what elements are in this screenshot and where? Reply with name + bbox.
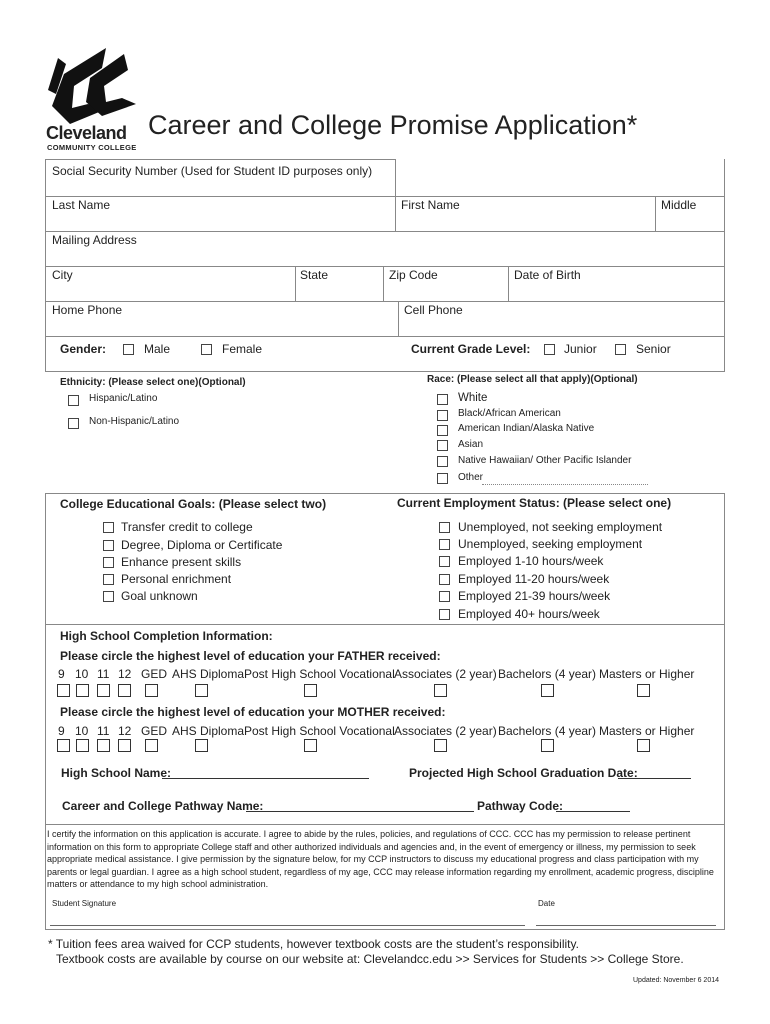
father-level-9[interactable]: 9 <box>58 667 65 681</box>
ethnicity-hispanic-checkbox[interactable] <box>68 395 79 406</box>
cell-phone-field[interactable]: Cell Phone <box>404 303 463 317</box>
goal-personal-checkbox[interactable] <box>103 574 114 585</box>
father-education-label: Please circle the highest level of education your FATHER received: <box>60 649 441 663</box>
mother-education-label: Please circle the highest level of education your MOTHER received: <box>60 705 446 719</box>
mother-cb-10[interactable] <box>76 739 89 752</box>
logo-mark-icon <box>44 44 144 134</box>
state-field[interactable]: State <box>300 268 329 282</box>
father-level-associates[interactable]: Associates (2 year) <box>394 667 497 681</box>
father-cb-ged[interactable] <box>145 684 158 697</box>
grade-junior-checkbox[interactable] <box>544 344 555 355</box>
ethnicity-hispanic-label: Hispanic/Latino <box>89 393 158 404</box>
emp-1-checkbox[interactable] <box>439 539 450 550</box>
ethnicity-nonhispanic-label: Non-Hispanic/Latino <box>89 416 180 427</box>
goals-label: College Educational Goals: (Please select two) <box>60 497 327 511</box>
gender-male-checkbox[interactable] <box>123 344 134 355</box>
mother-level-masters[interactable]: Masters or Higher <box>599 724 695 738</box>
father-level-vocational[interactable]: Post High School Vocational <box>244 667 395 681</box>
emp-3-label: Employed 11-20 hours/week <box>458 572 610 586</box>
hs-completion-label: High School Completion Information: <box>60 629 273 643</box>
dob-field[interactable]: Date of Birth <box>514 268 581 282</box>
gender-male-label: Male <box>144 342 171 356</box>
race-white-checkbox[interactable] <box>437 394 448 405</box>
certification-text: I certify the information on this application is accurate. I agree to abide by the rules, policies, and regulations of CCC. CCC has my permission to release pertinent information on this form to appropriate College staff and other authorized individuals and agencies and, in the event of emergency or illness, my permission to seek appropriate medical assistance. I give permission by the signature below, for my CCP instructors to discuss my educational progress and class participation with my parents or legal guardian. I agree as a high school student, regardless of my age, CCC may release information regarding my enrollment, academic progress, discipline matters or attendance to my high school administration. <box>47 829 714 890</box>
father-level-10[interactable]: 10 <box>75 667 89 681</box>
student-signature-label: Student Signature <box>52 899 117 908</box>
home-phone-field[interactable]: Home Phone <box>52 303 123 317</box>
father-level-12[interactable]: 12 <box>118 667 132 681</box>
race-asian-checkbox[interactable] <box>437 440 448 451</box>
mother-cb-vocational[interactable] <box>304 739 317 752</box>
mailing-address-field[interactable]: Mailing Address <box>52 233 137 247</box>
race-black-checkbox[interactable] <box>437 410 448 421</box>
race-other-line[interactable] <box>482 484 648 485</box>
mother-cb-associates[interactable] <box>434 739 447 752</box>
ssn-field[interactable]: Social Security Number (Used for Student ID purposes only) <box>52 164 373 178</box>
emp-0-checkbox[interactable] <box>439 522 450 533</box>
pathway-code-input[interactable] <box>556 811 630 812</box>
goal-enhance-label: Enhance present skills <box>121 555 242 569</box>
grad-date-input[interactable] <box>618 778 691 779</box>
city-field[interactable]: City <box>52 268 73 282</box>
goal-transfer-label: Transfer credit to college <box>121 520 253 534</box>
emp-2-label: Employed 1-10 hours/week <box>458 554 604 568</box>
emp-4-checkbox[interactable] <box>439 591 450 602</box>
grade-senior-checkbox[interactable] <box>615 344 626 355</box>
emp-0-label: Unemployed, not seeking employment <box>458 520 663 534</box>
ethnicity-nonhispanic-checkbox[interactable] <box>68 418 79 429</box>
mother-level-associates[interactable]: Associates (2 year) <box>394 724 497 738</box>
first-name-field[interactable]: First Name <box>401 198 460 212</box>
race-white-label: White <box>458 392 488 404</box>
goal-transfer-checkbox[interactable] <box>103 522 114 533</box>
logo-subtitle: COMMUNITY COLLEGE <box>47 143 137 152</box>
gender-female-label: Female <box>222 342 263 356</box>
hs-name-input[interactable] <box>162 778 369 779</box>
mother-level-9[interactable]: 9 <box>58 724 65 738</box>
goal-enhance-checkbox[interactable] <box>103 557 114 568</box>
logo-name: Cleveland <box>46 123 127 143</box>
pathway-name-input[interactable] <box>246 811 474 812</box>
page-title: Career and College Promise Application* <box>148 110 638 140</box>
mother-cb-masters[interactable] <box>637 739 650 752</box>
mother-level-vocational[interactable]: Post High School Vocational <box>244 724 395 738</box>
goal-unknown-label: Goal unknown <box>121 589 198 603</box>
race-other-checkbox[interactable] <box>437 473 448 484</box>
mother-cb-ahs[interactable] <box>195 739 208 752</box>
father-level-bachelors[interactable]: Bachelors (4 year) <box>498 667 597 681</box>
mother-level-ged[interactable]: GED <box>141 724 168 738</box>
race-hawaiian-label: Native Hawaiian/ Other Pacific Islander <box>458 455 632 466</box>
father-level-masters[interactable]: Masters or Higher <box>599 667 695 681</box>
grade-senior-label: Senior <box>636 342 671 356</box>
mother-level-10[interactable]: 10 <box>75 724 89 738</box>
gender-label: Gender: <box>60 342 107 356</box>
race-native-label: American Indian/Alaska Native <box>458 423 595 434</box>
father-level-11[interactable]: 11 <box>97 667 110 681</box>
goal-degree-checkbox[interactable] <box>103 540 114 551</box>
student-signature-input[interactable] <box>50 925 525 926</box>
footnote-line-2: Textbook costs are available by course on our website at: Clevelandcc.edu >> Services for Students >> College Store. <box>56 952 684 966</box>
father-cb-9[interactable] <box>57 684 70 697</box>
mother-level-ahs[interactable]: AHS Diploma <box>172 724 245 738</box>
race-black-label: Black/African American <box>458 408 561 419</box>
employment-label: Current Employment Status: (Please select one) <box>397 496 672 510</box>
emp-5-label: Employed 40+ hours/week <box>458 607 600 621</box>
race-hawaiian-checkbox[interactable] <box>437 456 448 467</box>
middle-name-field[interactable]: Middle <box>661 198 697 212</box>
date-input[interactable] <box>536 925 716 926</box>
footnote-line-1: * Tuition fees area waived for CCP students, however textbook costs are the student’s responsibility. <box>48 937 579 951</box>
father-cb-ahs[interactable] <box>195 684 208 697</box>
date-label: Date <box>538 899 555 908</box>
emp-2-checkbox[interactable] <box>439 556 450 567</box>
goal-personal-label: Personal enrichment <box>121 572 232 586</box>
gender-female-checkbox[interactable] <box>201 344 212 355</box>
father-cb-vocational[interactable] <box>304 684 317 697</box>
updated-date: Updated: November 6 2014 <box>633 977 719 984</box>
father-cb-12[interactable] <box>118 684 131 697</box>
mother-cb-bachelors[interactable] <box>541 739 554 752</box>
father-cb-10[interactable] <box>76 684 89 697</box>
hs-name-label: High School Name: <box>61 766 172 780</box>
mother-cb-11[interactable] <box>97 739 110 752</box>
emp-3-checkbox[interactable] <box>439 574 450 585</box>
ethnicity-label: Ethnicity: (Please select one)(Optional) <box>60 377 246 388</box>
father-cb-bachelors[interactable] <box>541 684 554 697</box>
goal-degree-label: Degree, Diploma or Certificate <box>121 538 283 552</box>
race-label: Race: (Please select all that apply)(Optional) <box>427 374 638 385</box>
mother-cb-ged[interactable] <box>145 739 158 752</box>
emp-4-label: Employed 21-39 hours/week <box>458 589 611 603</box>
zip-field[interactable]: Zip Code <box>389 268 438 282</box>
father-cb-associates[interactable] <box>434 684 447 697</box>
race-native-checkbox[interactable] <box>437 425 448 436</box>
emp-5-checkbox[interactable] <box>439 609 450 620</box>
father-level-ged[interactable]: GED <box>141 667 168 681</box>
pathway-code-label: Pathway Code: <box>477 799 564 813</box>
race-other-label: Other <box>458 472 484 483</box>
grad-date-label: Projected High School Graduation Date: <box>409 766 638 780</box>
race-asian-label: Asian <box>458 439 484 450</box>
mother-cb-12[interactable] <box>118 739 131 752</box>
grade-junior-label: Junior <box>564 342 597 356</box>
pathway-name-label: Career and College Pathway Name: <box>62 799 264 813</box>
last-name-field[interactable]: Last Name <box>52 198 111 212</box>
mother-cb-9[interactable] <box>57 739 70 752</box>
goal-unknown-checkbox[interactable] <box>103 591 114 602</box>
father-cb-11[interactable] <box>97 684 110 697</box>
grade-label: Current Grade Level: <box>411 342 531 356</box>
mother-level-bachelors[interactable]: Bachelors (4 year) <box>498 724 597 738</box>
mother-level-11[interactable]: 11 <box>97 724 110 738</box>
mother-level-12[interactable]: 12 <box>118 724 132 738</box>
father-level-ahs[interactable]: AHS Diploma <box>172 667 245 681</box>
emp-1-label: Unemployed, seeking employment <box>458 537 643 551</box>
college-logo <box>44 44 144 154</box>
father-cb-masters[interactable] <box>637 684 650 697</box>
